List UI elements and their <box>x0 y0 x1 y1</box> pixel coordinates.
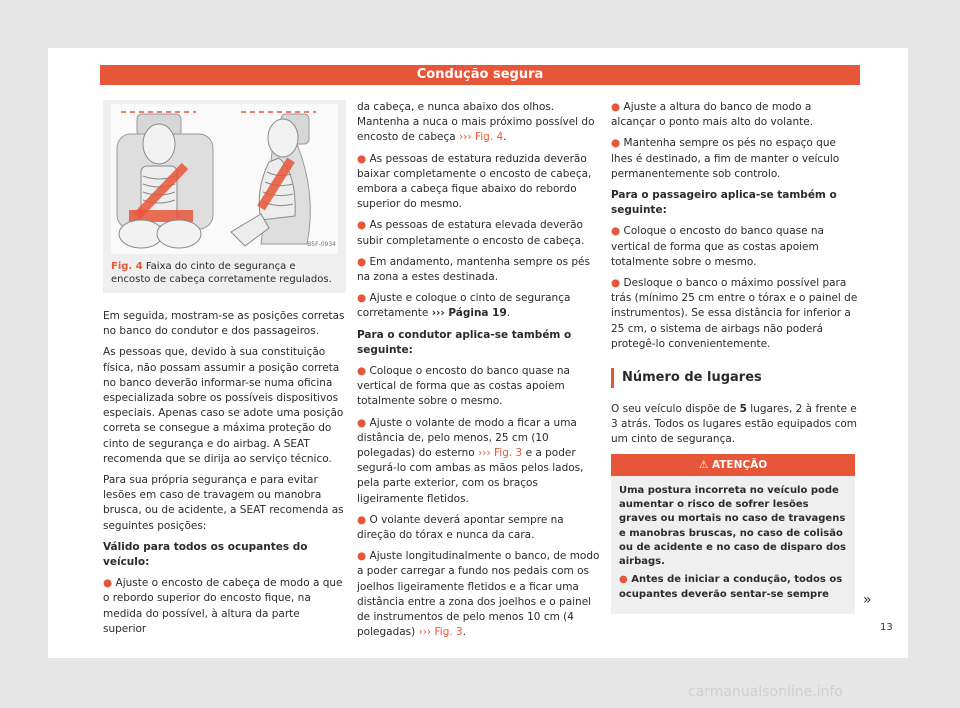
watermark: carmanualsonline.info <box>688 684 843 700</box>
bullet-item: ● Ajuste longitudinalmente o banco, de modo a poder carregar a fundo nos pedais com os joelhos ligeiramente fletidos e a ficar uma distância entre a zona dos joelhos e o painel de instrumentos de pelo menos 10 cm (4 polegadas) ››› Fig. 3. <box>357 550 600 639</box>
bullet-text: Mantenha sempre os pés no espaço que lhes é destinado, a fim de manter o veículo permanentemente sob controlo. <box>611 137 840 180</box>
warning-title: ATENÇÃO <box>711 458 768 471</box>
column-3 <box>611 100 859 614</box>
bullet-text: Coloque o encosto do banco quase na vertical de forma que as costas apoiem totalmente sobre o mesmo. <box>611 225 824 268</box>
bullet-icon: ● <box>357 255 367 268</box>
figure-label: Fig. 4 <box>111 261 143 272</box>
bullet-item <box>611 100 859 130</box>
bullet-text: e a poder segurá-lo com ambas as mãos pelos lados, pela parte exterior, com os braços ligeiramente fletidos. <box>357 447 584 505</box>
bullet-text: Em andamento, mantenha sempre os pés na zona a estes destinada. <box>357 255 590 284</box>
paragraph-text: O seu veículo dispõe de <box>611 403 737 416</box>
subheading: Para o passageiro aplica-se também o seguinte: <box>611 189 837 217</box>
bullet-icon: ● <box>357 219 367 232</box>
bullet-icon: ● <box>611 101 621 113</box>
bullet-icon: ● <box>357 416 367 429</box>
seat-belt-illustration <box>111 104 338 254</box>
page-number: 13 <box>880 622 893 633</box>
bullet-item <box>103 576 346 637</box>
bullet-item <box>357 218 601 248</box>
bullet-item <box>357 152 601 213</box>
continue-arrow-icon: » <box>863 592 872 608</box>
page-header: Condução segura <box>100 65 860 85</box>
warning-box <box>611 454 855 614</box>
bullet-item <box>357 364 601 410</box>
bullet-item <box>357 255 601 285</box>
warning-bullet <box>619 573 847 602</box>
figure-reference-link[interactable]: ››› Fig. 4 <box>459 131 504 144</box>
bullet-item <box>611 224 859 270</box>
bullet-icon: ● <box>611 277 621 290</box>
warning-body <box>611 476 855 614</box>
subheading: Para o condutor aplica-se também o seguinte: <box>357 328 572 356</box>
figure-reference-link[interactable]: ››› Fig. 3 <box>478 447 523 460</box>
bullet-icon: ● <box>357 365 367 378</box>
bullet-item <box>357 513 601 543</box>
bullet-text: Antes de iniciar a condução, todos os ocupantes deverão sentar-se sempre <box>619 574 843 600</box>
bullet-text: Ajuste o volante de modo a ficar a uma distância de, pelo menos, 25 cm (10 polegadas) do esterno <box>357 416 577 460</box>
bullet-text: As pessoas de estatura elevada deverão subir completamente o encosto de cabeça. <box>357 219 585 247</box>
bullet-text: Coloque o encosto do banco quase na vertical de forma que as costas apoiem totalmente sobre o mesmo. <box>357 365 570 408</box>
paragraph-text: da cabeça, e nunca abaixo dos olhos. Mantenha a nuca o mais próximo possível do encosto de cabeça <box>357 101 595 144</box>
warning-triangle-icon: ⚠ <box>698 458 709 471</box>
paragraph: As pessoas que, devido à sua constituição física, não possam assumir a posição correta no banco deverão informar-se numa oficina especializada sobre os possíveis dispositivos especiais. Apenas caso se adote uma posição correta se consegue a máxima proteção do cinto de segurança e do airbag. A SEAT recomenda que se dirija ao serviço técnico. <box>103 346 344 465</box>
bullet-icon: ● <box>357 292 367 305</box>
bullet-icon: ● <box>611 225 621 238</box>
bullet-text: Ajuste longitudinalmente o banco, de modo a poder carregar a fundo nos pedais com os joelhos ligeiramente fletidos e a ficar uma distância entre a zona dos joelhos e o painel de instrumentos de pelo menos 10 cm (4 polegadas) <box>357 550 600 639</box>
bullet-text: Ajuste a altura do banco de modo a alcançar o ponto mais alto do volante. <box>611 101 814 129</box>
bullet-text: Ajuste o encosto de cabeça de modo a que o rebordo superior do encosto fique, na medida do possível, à altura da parte superior <box>103 577 343 635</box>
figure-caption <box>111 260 338 286</box>
paragraph <box>611 402 859 448</box>
bullet-icon: ● <box>357 152 367 165</box>
bullet-item <box>611 136 859 182</box>
paragraph: Em seguida, mostram-se as posições corretas no banco do condutor e dos passageiros. <box>103 310 345 338</box>
bullet-item <box>611 276 859 352</box>
column-1 <box>103 100 346 643</box>
bullet-icon: ● <box>619 574 628 586</box>
bullet-icon: ● <box>103 577 113 590</box>
bullet-icon: ● <box>611 137 621 150</box>
column-2 <box>357 100 601 647</box>
bullet-text: O volante deverá apontar sempre na direção do tórax e nunca da cara. <box>357 513 564 542</box>
section-heading: Número de lugares <box>611 368 859 388</box>
bullet-text: Desloque o banco o máximo possível para trás (mínimo 25 cm entre o tórax e o painel de instrumentos). Se essa distância for inferior a 25 cm, o sistema de airbags não poderá protegê-lo convenientemente. <box>611 277 858 350</box>
page-reference-link[interactable]: ››› Página 19 <box>431 307 507 320</box>
bullet-text: Ajuste e coloque o cinto de segurança corretamente <box>357 292 571 320</box>
bullet-icon: ● <box>357 513 367 526</box>
bullet-icon: ● <box>357 550 367 563</box>
warning-header <box>611 454 855 476</box>
warning-text: Uma postura incorreta no veículo pode aumentar o risco de sofrer lesões graves ou mortais no caso de travagens e manobras bruscas, no caso de colisão ou de acidente e no caso de disparo dos airbags. <box>619 484 846 568</box>
bullet-text: As pessoas de estatura reduzida deverão baixar completamente o encosto de cabeça, embora a cabeça fique abaixo do rebordo superior do mesmo. <box>357 152 592 211</box>
subheading: Válido para todos os ocupantes do veículo: <box>103 540 308 569</box>
figure-4 <box>103 100 346 293</box>
paragraph-text: lugares, 2 à frente e 3 atrás. Todos os lugares estão equipados com um cinto de segurança. <box>611 403 858 446</box>
figure-code: B5F-0934 <box>307 240 336 248</box>
bullet-item: ● Ajuste e coloque o cinto de segurança corretamente ››› Página 19. <box>357 292 571 320</box>
figure-reference-link[interactable]: ››› Fig. 3 <box>418 626 463 639</box>
bullet-item <box>357 416 601 507</box>
figure-illustration <box>111 104 338 254</box>
paragraph: da cabeça, e nunca abaixo dos olhos. Mantenha a nuca o mais próximo possível do encosto de cabeça ››› Fig. 4. <box>357 101 595 144</box>
figure-caption-text: Faixa do cinto de segurança e encosto de cabeça corretamente regulados. <box>111 261 332 285</box>
seat-count: 5 <box>739 403 747 416</box>
paragraph: Para sua própria segurança e para evitar lesões em caso de travagem ou manobra brusca, ou de acidente, a SEAT recomenda as seguintes posições: <box>103 474 344 532</box>
